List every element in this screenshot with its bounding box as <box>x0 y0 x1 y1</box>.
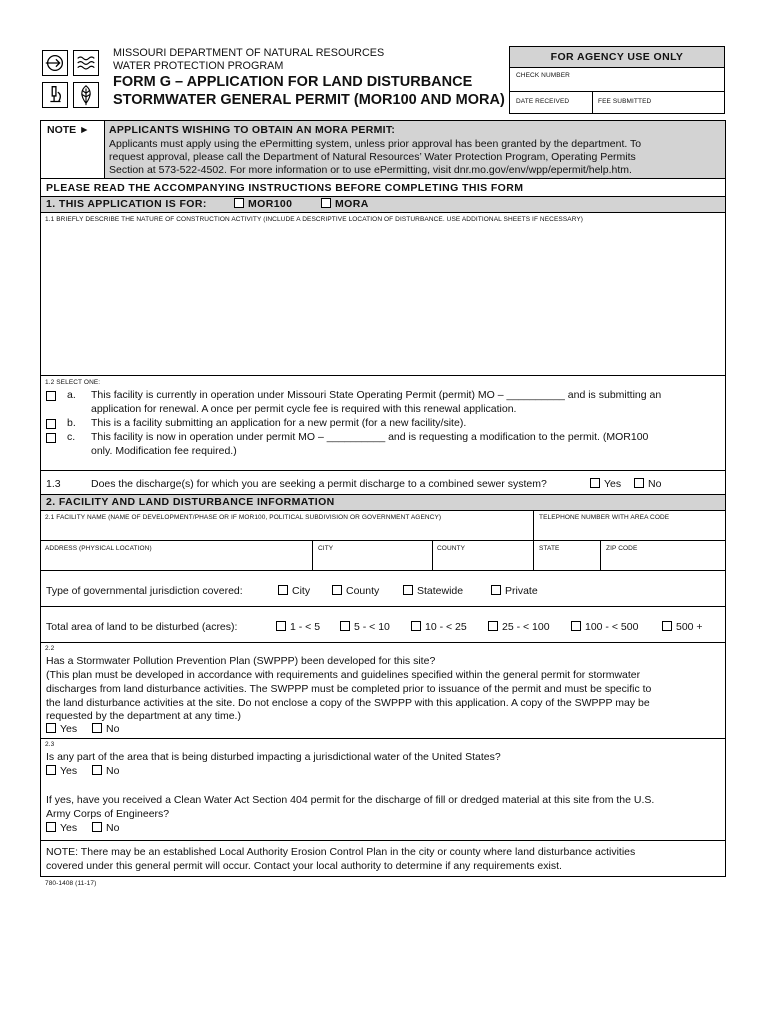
q2-3-line1: Is any part of the area that is being disturbed impacting a jurisdictional water of the United States? <box>46 751 501 763</box>
section2-title: 2. FACILITY AND LAND DISTURBANCE INFORMATION <box>46 496 335 508</box>
section1-title: 1. THIS APPLICATION IS FOR: <box>46 198 207 210</box>
mor100-option[interactable] <box>234 198 292 210</box>
area-option-3[interactable] <box>411 621 467 633</box>
telephone-field[interactable] <box>536 524 724 540</box>
area-checkbox-2[interactable] <box>340 621 350 631</box>
area-option-2-label: 5 - < 10 <box>354 621 390 633</box>
option-a-checkbox[interactable] <box>46 391 56 401</box>
q404-no-checkbox[interactable] <box>92 822 102 832</box>
agency-use-box <box>509 46 725 114</box>
form-title-line1: FORM G – APPLICATION FOR LAND DISTURBANCE <box>113 74 473 90</box>
jurisdiction-city-label: City <box>292 585 311 597</box>
area-option-3-label: 10 - < 25 <box>425 621 467 633</box>
q2-2-no-option[interactable] <box>92 723 119 735</box>
county-field[interactable] <box>435 556 531 570</box>
q404-no-label: No <box>106 822 120 834</box>
q1-3-yes-label: Yes <box>604 478 622 490</box>
q2-3-no-option[interactable] <box>92 765 119 777</box>
air-logo-icon <box>42 50 68 76</box>
q2-3-no-checkbox[interactable] <box>92 765 102 775</box>
jurisdiction-county-option[interactable] <box>332 585 379 597</box>
area-option-6[interactable] <box>662 621 703 633</box>
jurisdiction-statewide-option[interactable] <box>403 585 463 597</box>
mora-option[interactable] <box>321 198 369 210</box>
date-received-label: DATE RECEIVED <box>516 98 570 105</box>
jurisdiction-private-option[interactable] <box>491 585 538 597</box>
area-checkbox-5[interactable] <box>571 621 581 631</box>
note-label: NOTE ► <box>47 124 90 136</box>
q404-yes-option[interactable] <box>46 822 77 834</box>
area-option-6-label: 500 + <box>676 621 703 633</box>
q2-2-line4: the land disturbance activities at the site. Do not enclose a copy of the SWPPP with this application. A copy of the SWPPP may be <box>46 697 650 709</box>
q404-yes-checkbox[interactable] <box>46 822 56 832</box>
area-option-4[interactable] <box>488 621 550 633</box>
option-b-checkbox[interactable] <box>46 419 56 429</box>
q1-3-yes-checkbox[interactable] <box>590 478 600 488</box>
q2-2-yes-checkbox[interactable] <box>46 723 56 733</box>
section2-header <box>41 495 725 510</box>
check-number-label: CHECK NUMBER <box>516 72 570 79</box>
option-b-letter: b. <box>67 417 76 429</box>
q2-3-yes-checkbox[interactable] <box>46 765 56 775</box>
q2-2-yes-option[interactable] <box>46 723 77 735</box>
jurisdiction-statewide-label: Statewide <box>417 585 464 597</box>
jurisdiction-city-option[interactable] <box>278 585 310 597</box>
q404-no-option[interactable] <box>92 822 119 834</box>
mora-checkbox[interactable] <box>321 198 331 208</box>
q2-2-no-label: No <box>106 723 120 735</box>
q2-2-number: 2.2 <box>45 645 55 652</box>
telephone-label: TELEPHONE NUMBER WITH AREA CODE <box>539 514 670 521</box>
q2-2-yes-label: Yes <box>60 723 78 735</box>
q1-1-label: 1.1 BRIEFLY DESCRIBE THE NATURE OF CONSTRUCTION ACTIVITY (INCLUDE A DESCRIPTIVE LOCATION OF DISTURBANCE. USE ADDITIONAL SHEETS IF NECESSARY) <box>45 216 584 223</box>
option-a-line1: This facility is currently in operation under Missouri State Operating Permit (permit) MO – __________ and is submitting an <box>91 389 662 401</box>
q1-3-no-option[interactable] <box>634 478 661 490</box>
mor100-label: MOR100 <box>248 198 293 210</box>
jurisdiction-statewide-checkbox[interactable] <box>403 585 413 595</box>
form-number: 780-1408 (11-17) <box>45 880 97 887</box>
mor100-checkbox[interactable] <box>234 198 244 208</box>
area-option-5-label: 100 - < 500 <box>585 621 639 633</box>
area-option-4-label: 25 - < 100 <box>502 621 550 633</box>
q404-yes-label: Yes <box>60 822 78 834</box>
fee-submitted-label: FEE SUBMITTED <box>598 98 652 105</box>
local-authority-note-line2: covered under this general permit will occur. Contact your local authority to determine if any requirements exist. <box>46 860 562 872</box>
jurisdiction-county-checkbox[interactable] <box>332 585 342 595</box>
microscope-logo-icon <box>42 82 68 108</box>
zip-label: ZIP CODE <box>606 545 638 552</box>
option-c-checkbox[interactable] <box>46 433 56 443</box>
jurisdiction-private-checkbox[interactable] <box>491 585 501 595</box>
note-text-line2: request approval, please call the Department of Natural Resources’ Water Protection Program, Operating Permits <box>109 151 636 163</box>
program-name: WATER PROTECTION PROGRAM <box>113 60 284 72</box>
state-label: STATE <box>539 545 560 552</box>
q2-3-yes-label: Yes <box>60 765 78 777</box>
q1-3-no-label: No <box>648 478 662 490</box>
option-b-line1: This is a facility submitting an application for a new permit (for a new facility/site). <box>91 417 467 429</box>
leaf-logo-icon <box>73 82 99 108</box>
note-text-line3: Section at 573-522-4502. For more information or to use ePermitting, visit dnr.mo.gov/env/wpp/epermit/help.htm. <box>109 164 632 176</box>
state-field[interactable] <box>536 556 598 570</box>
jurisdiction-city-checkbox[interactable] <box>278 585 288 595</box>
option-c-letter: c. <box>67 431 76 443</box>
q1-2-label: 1.2 SELECT ONE: <box>45 379 101 386</box>
jurisdiction-label: Type of governmental jurisdiction covered: <box>46 585 243 597</box>
area-checkbox-4[interactable] <box>488 621 498 631</box>
q2-2-line2: (This plan must be developed in accordance with requirements and guidelines specified within the general permit for stormwater <box>46 669 641 681</box>
note-text-line1: Applicants must apply using the ePermitting system, unless prior approval has been granted by the department. To <box>109 138 642 150</box>
q2-2-line1: Has a Stormwater Pollution Prevention Plan (SWPPP) been developed for this site? <box>46 655 436 667</box>
area-checkbox-3[interactable] <box>411 621 421 631</box>
area-checkbox-1[interactable] <box>276 621 286 631</box>
instructions-banner: PLEASE READ THE ACCOMPANYING INSTRUCTIONS BEFORE COMPLETING THIS FORM <box>46 182 524 194</box>
form-title-line2: STORMWATER GENERAL PERMIT (MOR100 AND MORA) <box>113 92 505 108</box>
area-option-2[interactable] <box>340 621 390 633</box>
department-name: MISSOURI DEPARTMENT OF NATURAL RESOURCES <box>113 47 385 59</box>
address-field[interactable] <box>42 556 308 570</box>
note-heading: APPLICANTS WISHING TO OBTAIN AN MORA PERMIT: <box>109 124 396 136</box>
q1-3-yes-option[interactable] <box>590 478 621 490</box>
area-option-1[interactable] <box>276 621 320 633</box>
facility-name-field[interactable] <box>42 524 528 540</box>
section1-header <box>41 197 725 212</box>
q2-2-line5: requested by the department at any time.) <box>46 710 241 722</box>
check-number-field[interactable] <box>516 79 716 89</box>
city-label: CITY <box>318 545 334 552</box>
q2-2-line3: discharges from land disturbance activities. The SWPPP must be completed prior to issuance of the permit and must be specific to <box>46 683 652 695</box>
q404-line2: Army Corps of Engineers? <box>46 808 170 820</box>
zip-field[interactable] <box>603 556 723 570</box>
q404-line1: If yes, have you received a Clean Water Act Section 404 permit for the discharge of fill or dredged material at this site from the U.S. <box>46 794 655 806</box>
option-c-line1: This facility is now in operation under permit MO – __________ and is requesting a modification to the permit. (MOR100 <box>91 431 649 443</box>
option-a-letter: a. <box>67 389 76 401</box>
county-label: COUNTY <box>437 545 466 552</box>
facility-name-label: 2.1 FACILITY NAME (NAME OF DEVELOPMENT/PHASE OR IF MOR100, POLITICAL SUBDIVISION OR GOVERNMENT AGENCY) <box>45 514 442 521</box>
q2-3-no-label: No <box>106 765 120 777</box>
option-a-line2: application for renewal. A once per permit cycle fee is required with this renewal application. <box>91 403 517 415</box>
area-checkbox-6[interactable] <box>662 621 672 631</box>
city-field[interactable] <box>315 556 429 570</box>
q2-2-no-checkbox[interactable] <box>92 723 102 733</box>
agency-title: FOR AGENCY USE ONLY <box>510 47 724 68</box>
jurisdiction-county-label: County <box>346 585 380 597</box>
address-label: ADDRESS (PHYSICAL LOCATION) <box>45 545 152 552</box>
q1-3-no-checkbox[interactable] <box>634 478 644 488</box>
q1-3-number: 1.3 <box>46 478 61 490</box>
q2-3-number: 2.3 <box>45 741 55 748</box>
construction-description-field[interactable] <box>42 226 724 374</box>
note-box <box>105 121 725 178</box>
area-label: Total area of land to be disturbed (acres): <box>46 621 238 633</box>
q2-3-yes-option[interactable] <box>46 765 77 777</box>
area-option-5[interactable] <box>571 621 638 633</box>
area-option-1-label: 1 - < 5 <box>290 621 321 633</box>
mora-label: MORA <box>335 198 369 210</box>
q1-3-text: Does the discharge(s) for which you are seeking a permit discharge to a combined sewer system? <box>91 478 547 490</box>
local-authority-note-line1: NOTE: There may be an established Local Authority Erosion Control Plan in the city or county where land disturbance activities <box>46 846 636 858</box>
note-label-cell <box>41 121 105 178</box>
option-c-line2: only. Modification fee required.) <box>91 445 237 457</box>
water-logo-icon <box>73 50 99 76</box>
jurisdiction-private-label: Private <box>505 585 538 597</box>
